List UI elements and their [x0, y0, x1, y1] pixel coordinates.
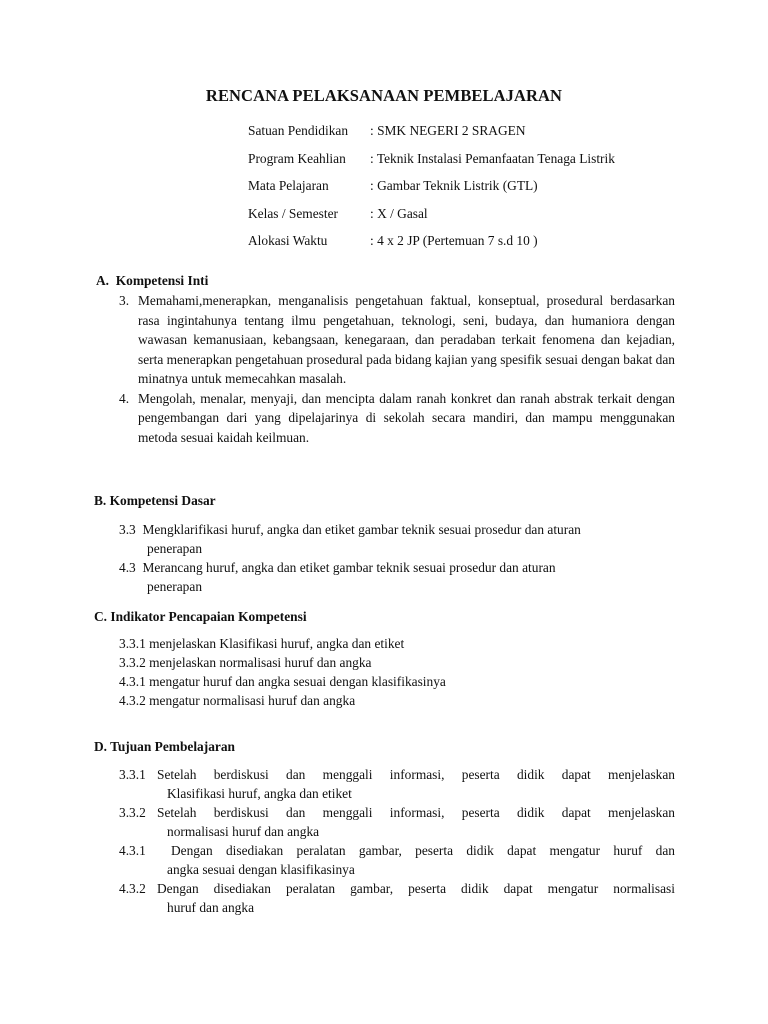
item-continuation: penerapan: [147, 541, 203, 556]
info-label: Alokasi Waktu: [248, 233, 328, 248]
list-item: [119, 879, 675, 917]
info-value: : X / Gasal: [370, 205, 428, 221]
info-row: [248, 233, 615, 261]
list-item: [119, 520, 679, 558]
item-number: 3.3: [119, 522, 136, 537]
page-title: RENCANA PELAKSANAAN PEMBELAJARAN: [205, 86, 563, 105]
item-text: Dengan disediakan peralatan gambar, peserta didik dapat mengatur normalisasi: [157, 881, 675, 896]
info-value: : Teknik Instalasi Pemanfaatan Tenaga Listrik: [370, 150, 615, 166]
item-number: 4.: [119, 390, 130, 406]
list-item: [119, 841, 675, 879]
info-row: [248, 178, 615, 206]
list-item: [119, 765, 675, 803]
item-text: Merancang huruf, angka dan etiket gambar teknik sesuai prosedur dan aturan: [142, 560, 556, 575]
list-item: 4.3.1 mengatur huruf dan angka sesuai dengan klasifikasinya: [119, 674, 446, 689]
section-a-heading: A. Kompetensi Inti: [96, 273, 209, 288]
section-c-heading: C. Indikator Pencapaian Kompetensi: [94, 609, 307, 624]
item-first-line: [119, 765, 675, 784]
list-item: [119, 291, 675, 389]
item-continuation: penerapan: [147, 579, 203, 594]
item-number: 3.: [119, 293, 130, 308]
section-c-list: [119, 634, 679, 710]
item-continuation: huruf dan angka: [167, 900, 255, 915]
item-text: Mengklarifikasi huruf, angka dan etiket gambar teknik sesuai prosedur dan aturan: [142, 522, 581, 537]
info-value: : SMK NEGERI 2 SRAGEN: [370, 123, 526, 138]
info-row: [248, 151, 615, 179]
info-label: Mata Pelajaran: [248, 178, 329, 193]
item-text: Setelah berdiskusi dan menggali informasi, peserta didik dapat menjelaskan: [157, 805, 675, 820]
item-text: Dengan disediakan peralatan gambar, peserta didik dapat mengatur huruf dan: [171, 843, 675, 858]
item-continuation: normalisasi huruf dan angka: [167, 824, 320, 839]
info-value: : 4 x 2 JP (Pertemuan 7 s.d 10 ): [370, 233, 538, 248]
section-a-list: [119, 291, 675, 447]
item-text: Setelah berdiskusi dan menggali informasi, peserta didik dapat menjelaskan: [157, 767, 675, 782]
info-row: [248, 123, 615, 151]
info-value: : Gambar Teknik Listrik (GTL): [370, 178, 538, 193]
list-item: [119, 803, 675, 841]
item-first-line: [119, 879, 675, 898]
info-label: Satuan Pendidikan: [248, 123, 349, 138]
item-continuation: Klasifikasi huruf, angka dan etiket: [167, 786, 352, 801]
item-number: 3.3.2: [119, 805, 146, 820]
identity-table: [248, 123, 615, 261]
list-item: [119, 389, 675, 448]
section-b-heading: B. Kompetensi Dasar: [94, 493, 216, 508]
item-number: 4.3: [119, 560, 136, 575]
info-label: Program Keahlian: [248, 150, 346, 166]
list-item: 4.3.2 mengatur normalisasi huruf dan angka: [119, 693, 356, 708]
item-continuation: angka sesuai dengan klasifikasinya: [167, 862, 355, 877]
item-number: 4.3.1: [119, 843, 146, 858]
item-number: 3.3.1: [119, 767, 146, 782]
list-item: [119, 558, 679, 596]
item-text: Memahami,menerapkan, menganalisis pengetahuan faktual, konseptual, prosedural berdasarkan rasa ingintahunya tentang ilmu pengetahuan, teknologi, seni, budaya, dan humaniora dengan wawasan kemanusiaan, kebangsaan, kenegaraan, dan peradaban terkait fenomena dan kejadian, serta menerapkan pengetahuan prosedural pada bidang kajian yang spesifik sesuai dengan bakat dan minatnya untuk memecahkan masalah.: [138, 293, 675, 386]
section-d-heading: D. Tujuan Pembelajaran: [94, 739, 235, 754]
item-first-line: [119, 841, 675, 860]
info-row: [248, 206, 615, 234]
info-label: Kelas / Semester: [248, 205, 338, 221]
list-item: 3.3.1 menjelaskan Klasifikasi huruf, angka dan etiket: [119, 636, 405, 651]
list-item: 3.3.2 menjelaskan normalisasi huruf dan angka: [119, 655, 372, 670]
item-first-line: [119, 803, 675, 822]
section-d-list: [119, 765, 675, 917]
item-text: Mengolah, menalar, menyaji, dan mencipta dalam ranah konkret dan ranah abstrak terkait dengan pengembangan dari yang dipelajarinya di sekolah secara mandiri, dan mampu menggunakan metoda sesuai kaidah keilmuan.: [138, 390, 675, 445]
item-number: 4.3.2: [119, 881, 146, 896]
section-b-list: [119, 520, 679, 596]
